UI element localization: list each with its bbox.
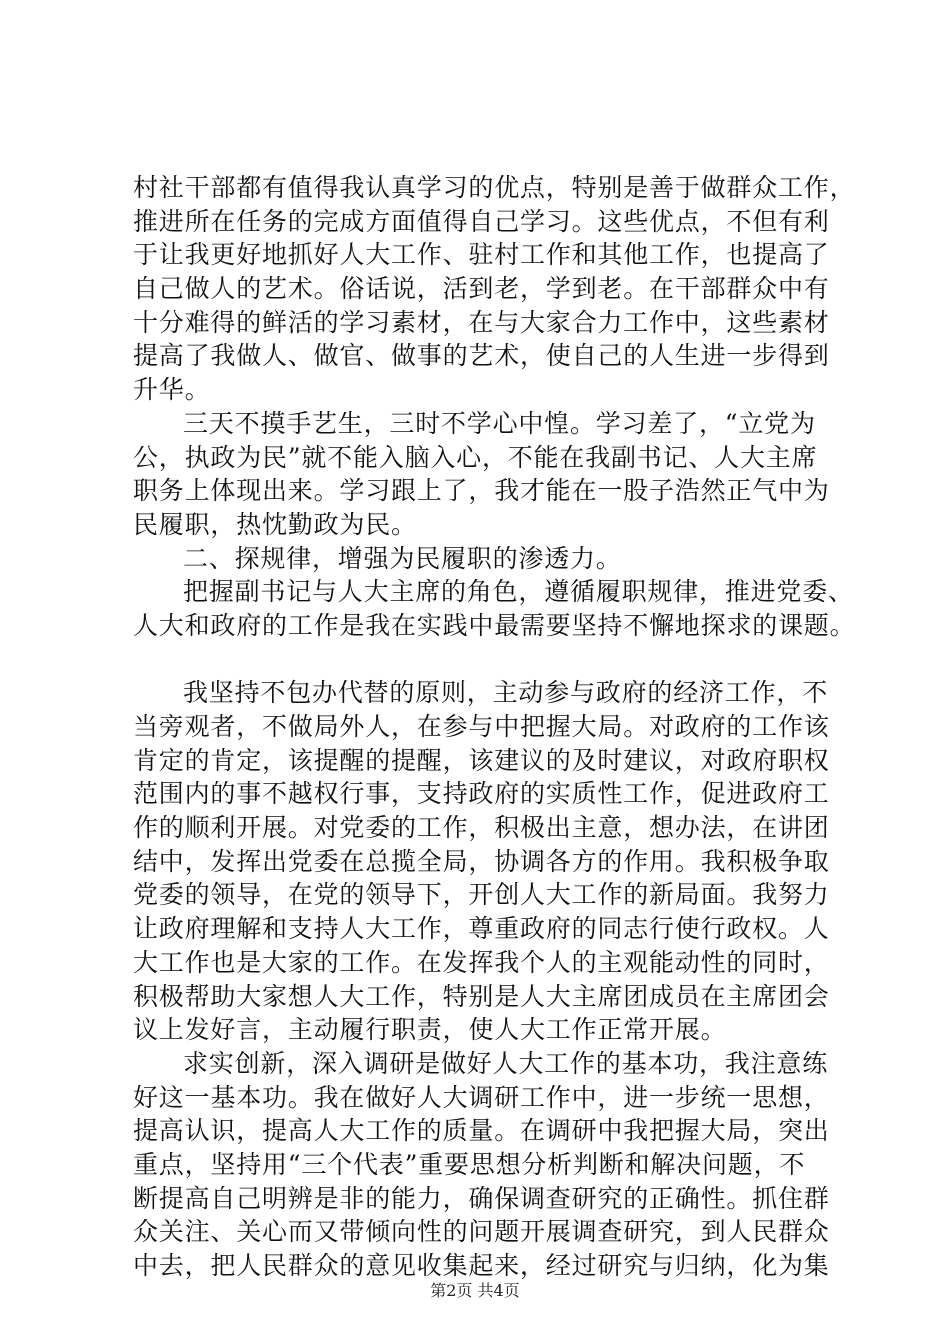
text-line: 议上发好言，主动履行职责，使人大工作正常开展。 (133, 1015, 727, 1045)
text-line: 范围内的事不越权行事，支持政府的实质性工作，促进政府工 (133, 779, 830, 809)
text-line: 民履职，热忱勤政为民。 (133, 509, 417, 539)
text-line: 作的顺利开展。对党委的工作，积极出主意，想办法，在讲团 (133, 813, 830, 843)
text-line: 积极帮助大家想人大工作，特别是人大主席团成员在主席团会 (133, 981, 830, 1011)
text-line: 村社干部都有值得我认真学习的优点，特别是善于做群众工作， (133, 173, 856, 202)
text-line: 二、探规律，增强为民履职的渗透力。 (183, 543, 622, 573)
text-line: 我坚持不包办代替的原则，主动参与政府的经济工作，不 (183, 678, 829, 708)
text-line: 大工作也是大家的工作。在发挥我个人的主观能动性的同时， (133, 947, 830, 977)
text-line: 推进所在任务的完成方面值得自己学习。这些优点，不但有利 (133, 206, 830, 236)
text-line: 让政府理解和支持人大工作，尊重政府的同志行使行政权。人 (133, 914, 830, 944)
text-line: 当旁观者，不做局外人，在参与中把握大局。对政府的工作该 (133, 712, 830, 741)
text-line: 断提高自己明辨是非的能力，确保调查研究的正确性。抓住群 (133, 1183, 830, 1213)
text-line: 职务上体现出来。学习跟上了，我才能在一股子浩然正气中为 (133, 476, 830, 506)
document-body (133, 171, 856, 1283)
paragraph (133, 676, 830, 1047)
text-line: 重点，坚持用“三个代表”重要思想分析判断和解决问题，不 (133, 1149, 806, 1179)
text-line: 提高了我做人、做官、做事的艺术，使自己的人生进一步得到 (133, 341, 830, 371)
paragraph (133, 171, 856, 407)
paragraph-gap (133, 643, 823, 677)
paragraph (133, 542, 823, 576)
page-footer: 第2页 共4页 (430, 1281, 520, 1300)
paragraph (133, 575, 856, 642)
text-line: 中去，把人民群众的意见收集起来，经过研究与归纳，化为集 (133, 1251, 830, 1280)
paragraph (133, 1047, 830, 1283)
text-line: 好这一基本功。我在做好人大调研工作中，进一步统一思想， (133, 1082, 830, 1112)
text-line: 自己做人的艺术。俗话说，活到老，学到老。在干部群众中有 (133, 274, 830, 304)
paragraph (133, 407, 830, 542)
text-line: 求实创新，深入调研是做好人大工作的基本功，我注意练 (183, 1048, 829, 1078)
text-line: 公，执政为民”就不能入脑入心，不能在我副书记、人大主席 (133, 442, 818, 472)
text-line: 肯定的肯定，该提醒的提醒，该建议的及时建议，对政府职权 (133, 745, 830, 775)
text-line: 三天不摸手艺生，三时不学心中惶。学习差了，“立党为 (183, 408, 816, 438)
text-line: 于让我更好地抓好人大工作、驻村工作和其他工作，也提高了 (133, 240, 830, 270)
text-line: 升华。 (133, 375, 211, 405)
text-line: 提高认识，提高人大工作的质量。在调研中我把握大局，突出 (133, 1116, 830, 1146)
text-line: 结中，发挥出党委在总揽全局，协调各方的作用。我积极争取 (133, 846, 830, 876)
text-line: 把握副书记与人大主席的角色，遵循履职规律，推进党委、 (183, 577, 854, 607)
text-line: 人大和政府的工作是我在实践中最需要坚持不懈地探求的课题。 (133, 610, 856, 640)
text-line: 十分难得的鲜活的学习素材，在与大家合力工作中，这些素材 (133, 307, 830, 337)
text-line: 党委的领导，在党的领导下，开创人大工作的新局面。我努力 (133, 880, 830, 910)
text-line: 众关注、关心而又带倾向性的问题开展调查研究，到人民群众 (133, 1217, 830, 1247)
